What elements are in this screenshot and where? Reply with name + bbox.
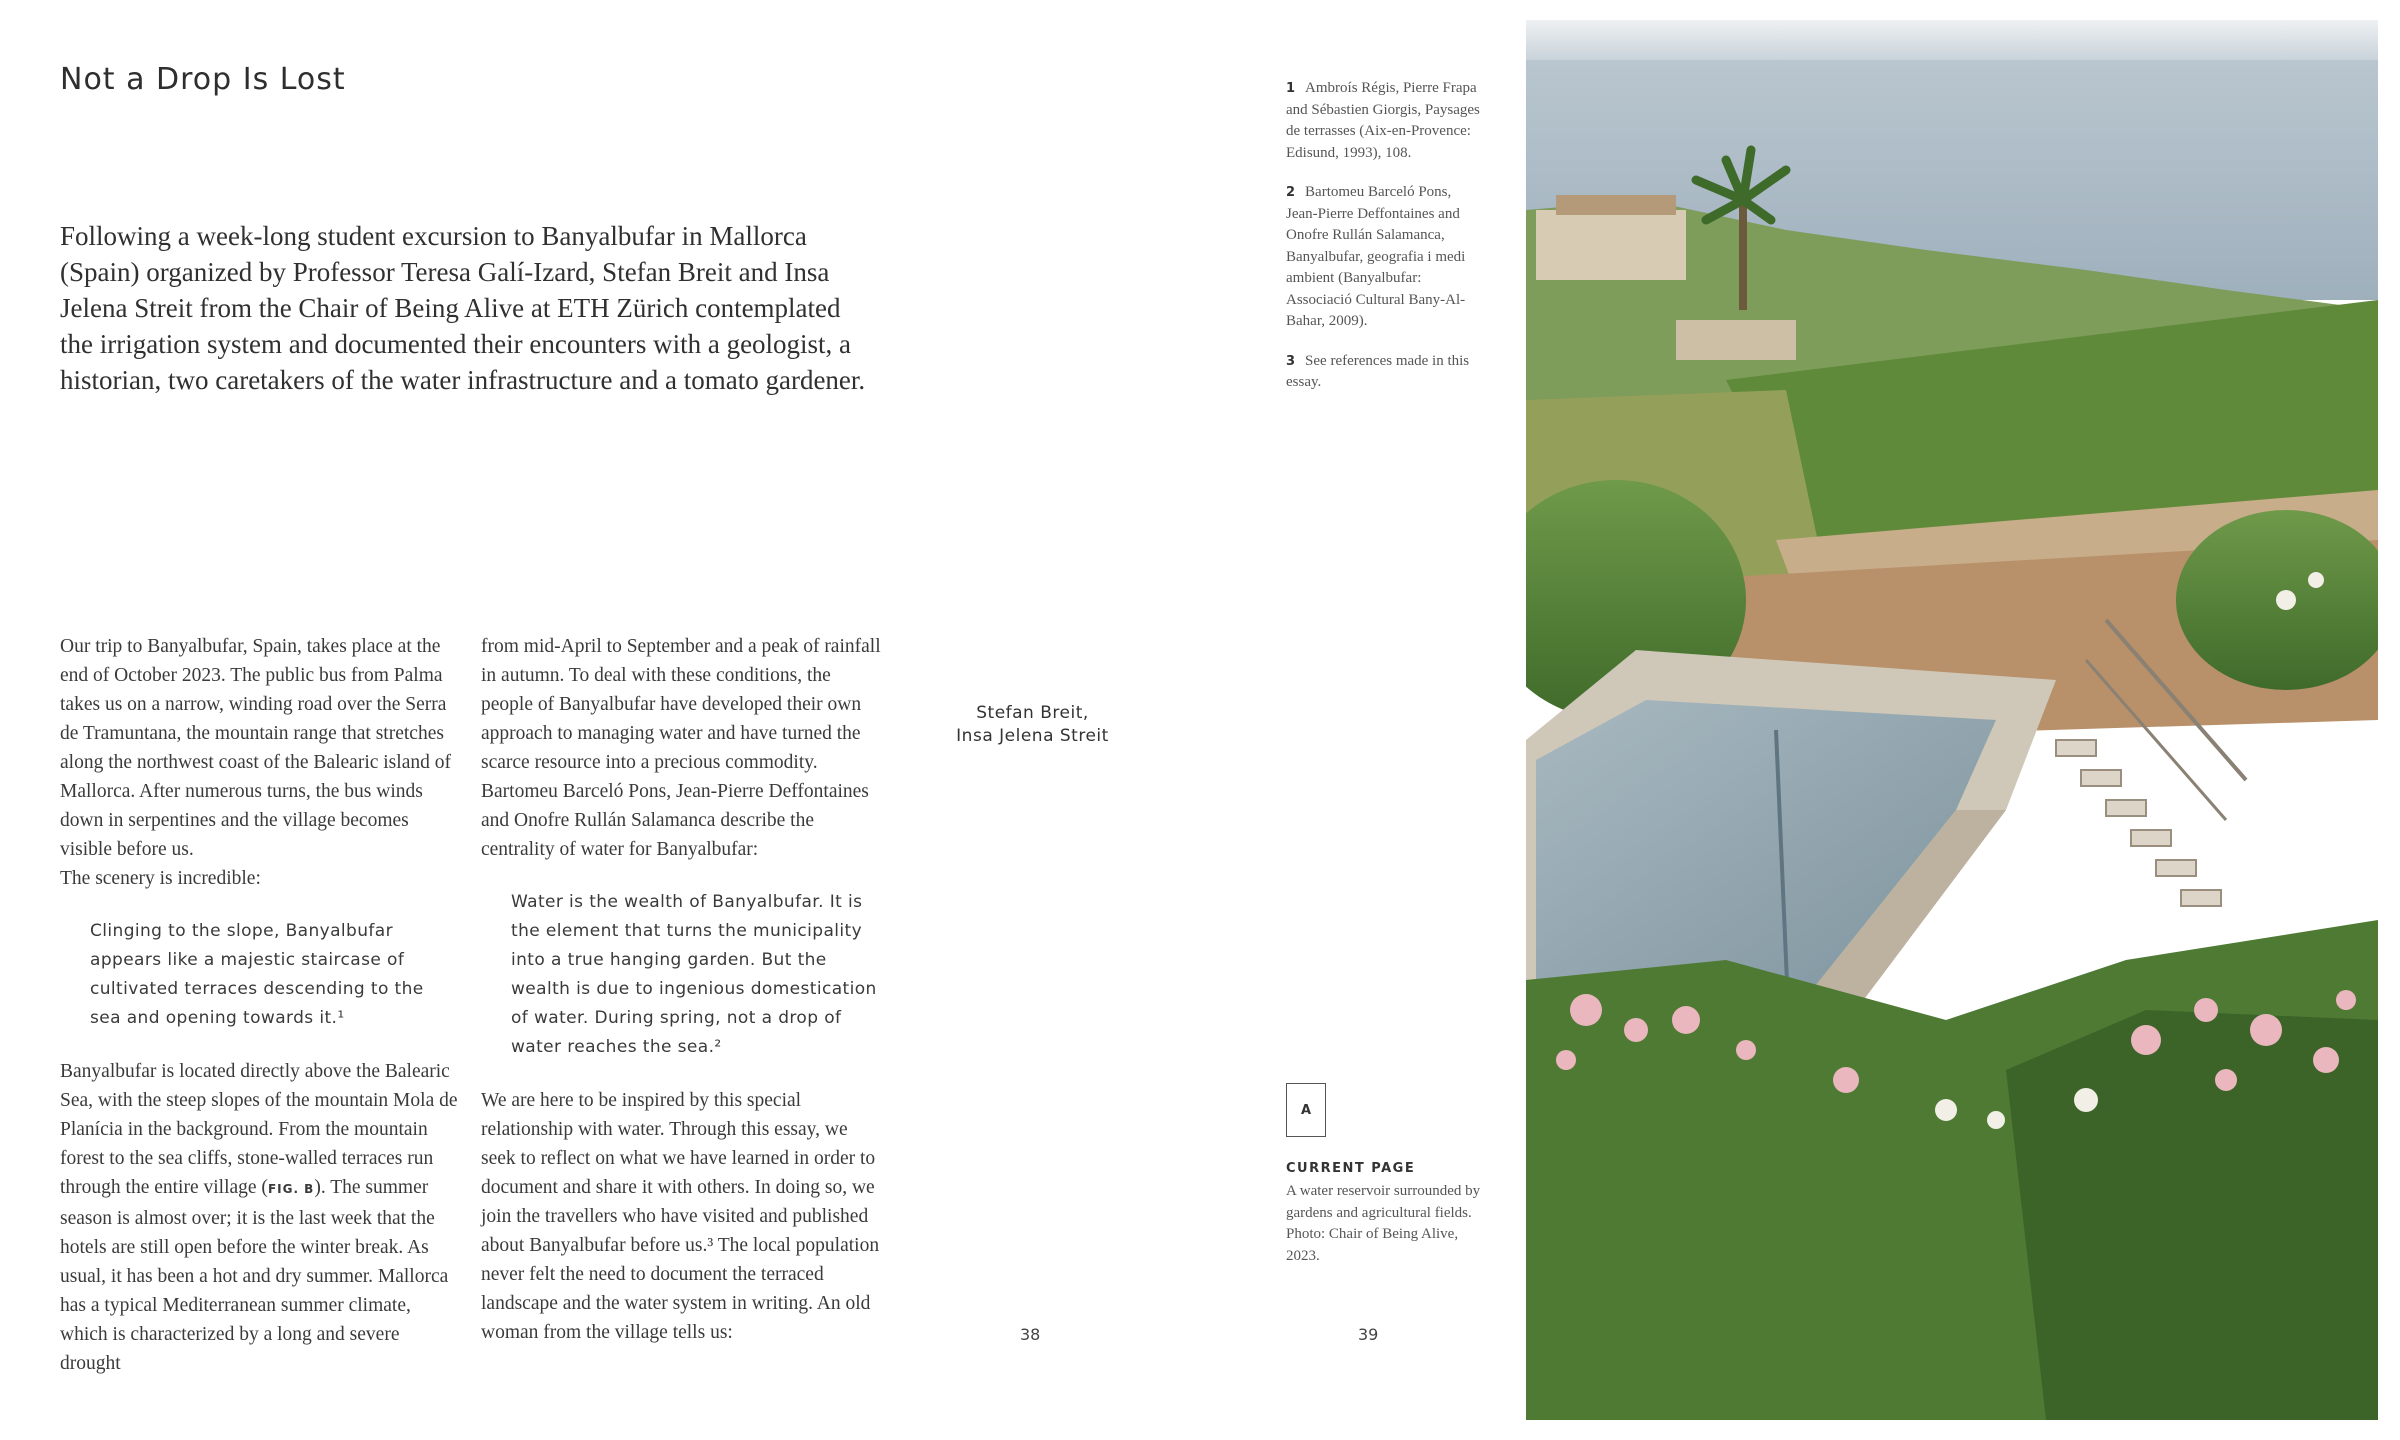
body-column-1	[60, 632, 460, 1378]
author-name: Insa Jelena Streit	[956, 726, 1109, 746]
figure-label: A	[1286, 1083, 1326, 1137]
page-number-left: 38	[1020, 1325, 1041, 1344]
page-number-right: 39	[1358, 1325, 1379, 1344]
author-name: Stefan Breit,	[976, 703, 1089, 723]
reservoir-photo	[1526, 20, 2378, 1420]
block-quote: Water is the wealth of Banyalbufar. It is the element that turns the municipality into a true hanging garden. But the wealth is due to ingenious domestication of water. During spring, not a drop of water reaches the sea.²	[511, 892, 877, 1057]
footnote: 1 Ambroís Régis, Pierre Frapa and Sébastien Giorgis, Paysages de terrasses (Aix-en-Provence: Edisund, 1993), 108.	[1286, 80, 1480, 161]
body-column-2	[481, 632, 885, 1347]
article-title: Not a Drop Is Lost	[60, 62, 346, 97]
footnote: 3 See references made in this essay.	[1286, 352, 1470, 390]
article-intro	[60, 218, 870, 398]
footnotes	[1286, 78, 1486, 412]
intro-text: Following a week-long student excursion to Banyalbufar in Mallorca (Spain) organized by Professor Teresa Galí-Izard, Stefan Breit and Insa Jelena Streit from the Chair of Being Alive at ETH Zürich contemplated the irrigation system and documented their encounters with a geologist, a historian, two caretakers of the water infrastructure and a tomato gardener.	[60, 221, 866, 395]
footnote: 2 Bartomeu Barceló Pons, Jean-Pierre Deffontaines and Onofre Rullán Salamanca, Banyalbufar, geografia i medi ambient (Banyalbufar: Associació Cultural Bany-Al-Bahar, 2009).	[1286, 184, 1466, 329]
paragraph: Our trip to Banyalbufar, Spain, takes place at the end of October 2023. The public bus from Palma takes us on a narrow, winding road over the Serra de Tramuntana, the mountain range that stretches along the northwest coast of the Balearic island of Mallorca. After numerous turns, the bus winds down in serpentines and the village becomes visible before us.	[60, 636, 451, 860]
paragraph: from mid-April to September and a peak of rainfall in autumn. To deal with these conditions, the people of Banyalbufar have developed their own approach to managing water and have turned the scarce resource into a precious commodity. Bartomeu Barceló Pons, Jean-Pierre Deffontaines and Onofre Rullán Salamanca describe the centrality of water for Banyalbufar:	[481, 636, 881, 860]
figure-caption: A water reservoir surrounded by gardens and agricultural fields. Photo: Chair of Being Alive, 2023.	[1286, 1183, 1481, 1264]
figure-reference: FIG. B	[267, 1182, 315, 1196]
caption-heading: CURRENT PAGE	[1286, 1161, 1416, 1176]
block-quote: Clinging to the slope, Banyalbufar appears like a majestic staircase of cultivated terraces descending to the sea and opening towards it.¹	[90, 921, 424, 1028]
paragraph: Banyalbufar is located directly above the Balearic Sea, with the steep slopes of the mountain Mola de Planícia in the background. From the mountain forest to the sea cliffs, stone-walled terraces run through the entire village (FIG. B). The summer season is almost over; it is the last week that the hotels are still open before the winter break. As usual, it has been a hot and dry summer. Mallorca has a typical Mediterranean summer climate, which is characterized by a long and severe drought	[60, 1061, 458, 1374]
author-byline	[930, 702, 1135, 748]
paragraph: The scenery is incredible:	[60, 868, 261, 889]
paragraph: We are here to be inspired by this special relationship with water. Through this essay, we seek to reflect on what we have learned in order to document and share it with others. In doing so, we join the travellers who have visited and published about Banyalbufar before us.³ The local population never felt the need to document the terraced landscape and the water system in writing. An old woman from the village tells us:	[481, 1090, 880, 1343]
